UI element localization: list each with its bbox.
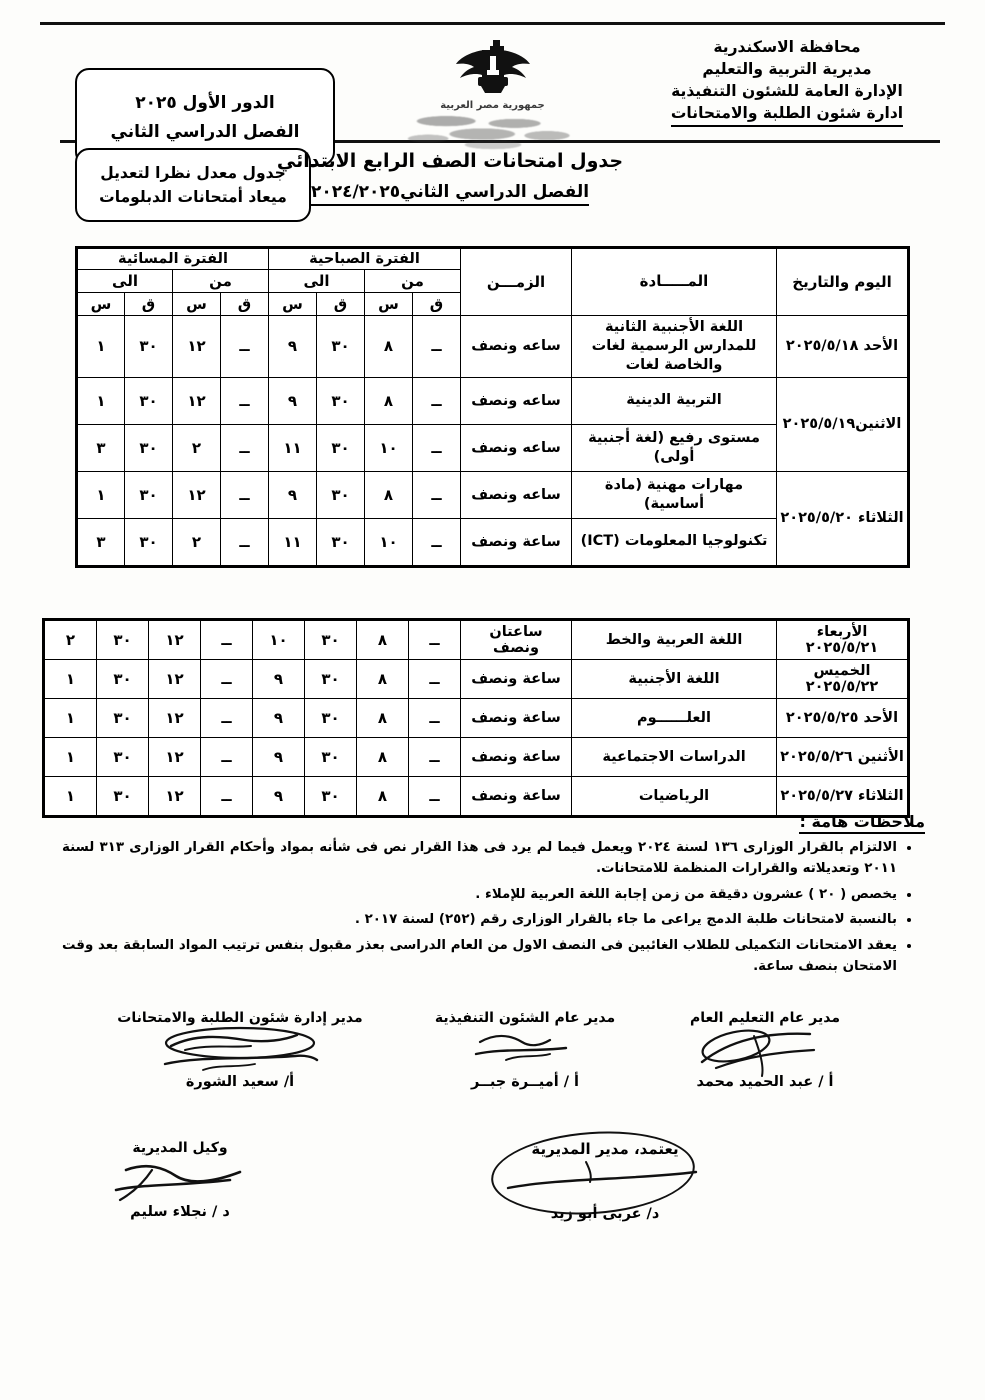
- cell-evening-from-minutes: ــ: [221, 518, 269, 566]
- emblem-caption: جمهورية مصر العربية: [440, 100, 545, 111]
- cell-morning-to-minutes: ٣٠: [317, 471, 365, 518]
- cell-morning-to-hours: ١١: [269, 518, 317, 566]
- cell-duration: ساعه ونصف: [461, 377, 572, 424]
- cell-evening-from-hours: ١٢: [173, 377, 221, 424]
- cell-morning-to-minutes: ٣٠: [317, 424, 365, 471]
- table-row: [77, 471, 909, 518]
- cell-morning-from-hours: ٨: [357, 699, 409, 738]
- signature-name: د/ عربى أبو زيد: [550, 1206, 660, 1222]
- cell-subject: اللغة الأجنبية الثانية للمدارس الرسمية لغات والخاصة لغات: [572, 316, 777, 378]
- table-row: [44, 777, 909, 817]
- cell-evening-from-hours: ١٢: [149, 738, 201, 777]
- cell-evening-from-hours: ١٢: [149, 660, 201, 699]
- note-item: • الالتزام بالقرار الوزارى ١٣٦ لسنة ٢٠٢٤ ويعمل فيما لم يرد فى هذا القرار نص فى شأنه بمواد وأحكام القرار الوزارى ٣١٣ لسنة ٢٠١١ وتعديلاته والقرارات المنظمة للامتحانات.: [62, 838, 897, 880]
- table-row: [77, 377, 909, 424]
- notes-list: [62, 838, 915, 978]
- cell-morning-to-hours: ٩: [253, 699, 305, 738]
- cell-evening-to-hours: ٣: [77, 518, 125, 566]
- term-semester-label: الفصل الدراسي الثاني: [110, 121, 300, 142]
- cell-day-date: الأحد ٢٠٢٥/٥/٢٥: [777, 699, 909, 738]
- cell-morning-to-hours: ٩: [269, 471, 317, 518]
- cell-morning-to-minutes: ٣٠: [317, 518, 365, 566]
- eagle-emblem-icon: [454, 36, 532, 98]
- authority-line-4: ادارة شئون الطلبة والامتحانات: [671, 102, 903, 127]
- cell-evening-to-hours: ١: [77, 471, 125, 518]
- table-header-row-top: [77, 248, 909, 270]
- amendment-line-2: ميعاد أمتحانات الدبلومات: [99, 188, 287, 206]
- th-duration: الزمـــن: [461, 248, 572, 316]
- table-row: [77, 316, 909, 378]
- issuing-authority: [637, 36, 937, 127]
- document-header: [0, 32, 985, 140]
- page-title-line-2: الفصل الدراسي الثاني٢٠٢٤/٢٠٢٥: [311, 182, 589, 206]
- cell-evening-from-hours: ٢: [173, 424, 221, 471]
- cell-evening-from-minutes: ــ: [221, 316, 269, 378]
- cell-morning-to-hours: ٩: [269, 377, 317, 424]
- signature-role: مدير إدارة شئون الطلبة والامتحانات: [117, 1010, 363, 1026]
- cell-evening-from-minutes: ــ: [201, 777, 253, 817]
- cell-day-date: الثلاثاء ٢٠٢٥/٥/٢٠: [777, 471, 909, 566]
- cell-evening-from-hours: ١٢: [149, 620, 201, 660]
- cell-evening-to-minutes: ٣٠: [125, 518, 173, 566]
- cell-day-date: الأحد ٢٠٢٥/٥/١٨: [777, 316, 909, 378]
- cell-duration: ساعة ونصف: [461, 699, 572, 738]
- cell-evening-to-minutes: ٣٠: [125, 316, 173, 378]
- th-unit-hours: س: [269, 293, 317, 316]
- cell-morning-to-minutes: ٣٠: [305, 620, 357, 660]
- table-row: [44, 660, 909, 699]
- th-day-date: اليوم والتاريخ: [777, 248, 909, 316]
- cell-evening-to-hours: ١: [77, 316, 125, 378]
- cell-subject: مهارات مهنية (مادة أساسية): [572, 471, 777, 518]
- signature-scribble: [95, 1026, 385, 1072]
- cell-evening-to-minutes: ٣٠: [97, 777, 149, 817]
- cell-day-date: الأربعاء ٢٠٢٥/٥/٢١: [777, 620, 909, 660]
- exam-schedule-table-secondary: [42, 618, 910, 818]
- cell-evening-to-hours: ١: [77, 377, 125, 424]
- term-round-label: الدور الأول ٢٠٢٥: [135, 92, 275, 113]
- signature-role: وكيل المديرية: [132, 1140, 228, 1156]
- cell-morning-from-minutes: ــ: [413, 316, 461, 378]
- cell-evening-from-hours: ١٢: [149, 699, 201, 738]
- th-evening-from: من: [173, 270, 269, 293]
- cell-evening-to-minutes: ٣٠: [97, 738, 149, 777]
- th-unit-minutes: ق: [125, 293, 173, 316]
- signature-role: مدير عام الشئون التنفيذية: [434, 1010, 616, 1026]
- cell-morning-from-hours: ٨: [357, 660, 409, 699]
- signature-block-exams-director: [95, 1010, 385, 1090]
- cell-morning-to-hours: ٩: [269, 316, 317, 378]
- cell-duration: ساعتان ونصف: [461, 620, 572, 660]
- cell-evening-from-minutes: ــ: [201, 660, 253, 699]
- cell-evening-from-hours: ١٢: [173, 316, 221, 378]
- cell-morning-to-minutes: ٣٠: [317, 316, 365, 378]
- cell-morning-to-minutes: ٣٠: [305, 777, 357, 817]
- note-item: • يعقد الامتحانات التكميلى للطلاب الغائبين فى النصف الاول من العام الدراسى بعذر مقبول بنفس ترتيب المواد السابقة بعد وقت الامتحان بنصف ساعة.: [62, 936, 897, 978]
- th-morning-from: من: [365, 270, 461, 293]
- cell-morning-from-minutes: ــ: [413, 471, 461, 518]
- table1-head: [77, 248, 909, 316]
- page-title: [265, 150, 635, 206]
- authority-line-3: الإدارة العامة للشئون التنفيذية: [671, 82, 903, 100]
- authority-line-1: محافظة الاسكندرية: [713, 38, 861, 56]
- exam-schedule-table-primary: [75, 246, 910, 568]
- cell-morning-from-minutes: ــ: [409, 620, 461, 660]
- cell-evening-from-minutes: ــ: [221, 471, 269, 518]
- cell-evening-from-minutes: ــ: [221, 377, 269, 424]
- note-item: • يخصص ( ٢٠ ) عشرون دقيقة من زمن إجابة اللغة العربية للإملاء .: [62, 885, 897, 906]
- signature-name: د / نجلاء سليم: [130, 1204, 230, 1220]
- signature-scribble: [410, 1026, 640, 1072]
- table-row: [44, 620, 909, 660]
- th-subject: المـــــادة: [572, 248, 777, 316]
- cell-morning-from-hours: ٨: [365, 377, 413, 424]
- cell-evening-to-minutes: ٣٠: [125, 471, 173, 518]
- top-rule: [40, 22, 945, 25]
- signature-block-executive-affairs: [410, 1010, 640, 1090]
- cell-subject: العلــــــوم: [572, 699, 777, 738]
- th-unit-minutes: ق: [221, 293, 269, 316]
- cell-morning-to-hours: ٩: [253, 660, 305, 699]
- notes-section: [62, 838, 915, 983]
- cell-subject: الرياضيات: [572, 777, 777, 817]
- cell-day-date: الاثنين٢٠٢٥/٥/١٩: [777, 377, 909, 471]
- th-evening-to: الى: [77, 270, 173, 293]
- cell-evening-from-minutes: ــ: [221, 424, 269, 471]
- cell-evening-to-hours: ٣: [77, 424, 125, 471]
- cell-evening-from-hours: ٢: [173, 518, 221, 566]
- table2-body: [44, 620, 909, 817]
- cell-morning-from-minutes: ــ: [413, 377, 461, 424]
- signature-scribble: [65, 1156, 295, 1202]
- cell-morning-to-hours: ٩: [253, 777, 305, 817]
- cell-evening-to-minutes: ٣٠: [97, 660, 149, 699]
- cell-duration: ساعه ونصف: [461, 424, 572, 471]
- cell-evening-from-minutes: ــ: [201, 699, 253, 738]
- cell-morning-to-hours: ٩: [253, 738, 305, 777]
- table-row: [44, 699, 909, 738]
- signature-scribble: [455, 1158, 755, 1204]
- cell-duration: ساعة ونصف: [461, 660, 572, 699]
- cell-morning-to-hours: ١٠: [253, 620, 305, 660]
- cell-subject: الدراسات الاجتماعية: [572, 738, 777, 777]
- amendment-line-1: جدول معدل نظرا لتعديل: [100, 164, 286, 182]
- cell-evening-to-minutes: ٣٠: [97, 699, 149, 738]
- authority-line-2: مديرية التربية والتعليم: [702, 60, 872, 78]
- cell-evening-to-hours: ٢: [44, 620, 97, 660]
- cell-evening-to-minutes: ٣٠: [97, 620, 149, 660]
- signature-block-directorate-deputy: [65, 1140, 295, 1220]
- cell-subject: التربية الدينية: [572, 377, 777, 424]
- cell-morning-to-minutes: ٣٠: [317, 377, 365, 424]
- cell-morning-from-hours: ٨: [357, 620, 409, 660]
- table1-body: [77, 316, 909, 567]
- cell-evening-to-hours: ١: [44, 738, 97, 777]
- cell-morning-from-hours: ٨: [357, 738, 409, 777]
- signature-name: أ/ سعيد الشورة: [185, 1074, 295, 1090]
- cell-day-date: الثلاثاء ٢٠٢٥/٥/٢٧: [777, 777, 909, 817]
- cell-morning-from-hours: ١٠: [365, 518, 413, 566]
- cell-subject: تكنولوجيا المعلومات (ICT): [572, 518, 777, 566]
- cell-evening-from-minutes: ــ: [201, 620, 253, 660]
- cell-morning-from-minutes: ــ: [413, 424, 461, 471]
- cell-subject: اللغة الأجنبية: [572, 660, 777, 699]
- cell-morning-to-minutes: ٣٠: [305, 699, 357, 738]
- th-unit-minutes: ق: [317, 293, 365, 316]
- note-item: • بالنسبة لامتحانات طلبة الدمج يراعى ما جاء بالقرار الوزارى رقم (٢٥٢) لسنة ٢٠١٧ .: [62, 910, 897, 931]
- table-row: [44, 738, 909, 777]
- cell-morning-from-minutes: ــ: [413, 518, 461, 566]
- cell-morning-from-minutes: ــ: [409, 699, 461, 738]
- cell-duration: ساعة ونصف: [461, 777, 572, 817]
- signature-role: مدير عام التعليم العام: [690, 1010, 840, 1026]
- cell-morning-from-minutes: ــ: [409, 777, 461, 817]
- cell-morning-from-minutes: ــ: [409, 738, 461, 777]
- cell-evening-to-minutes: ٣٠: [125, 377, 173, 424]
- cell-duration: ساعة ونصف: [461, 738, 572, 777]
- cell-duration: ساعه ونصف: [461, 471, 572, 518]
- signature-scribble: [650, 1026, 880, 1072]
- cell-morning-from-hours: ٨: [357, 777, 409, 817]
- cell-morning-to-minutes: ٣٠: [305, 738, 357, 777]
- th-evening-period: الفترة المسائية: [77, 248, 269, 270]
- cell-evening-to-hours: ١: [44, 699, 97, 738]
- signature-role: يعتمد، مدير المديرية: [531, 1140, 679, 1158]
- th-morning-to: الى: [269, 270, 365, 293]
- cell-duration: ساعة ونصف: [461, 518, 572, 566]
- cell-morning-to-hours: ١١: [269, 424, 317, 471]
- cell-subject: اللغة العربية والخط: [572, 620, 777, 660]
- cell-morning-from-hours: ٨: [365, 471, 413, 518]
- national-emblem: [393, 36, 593, 150]
- cell-evening-to-hours: ١: [44, 660, 97, 699]
- cell-subject: مستوى رفيع (لغة أجنبية أولى): [572, 424, 777, 471]
- cell-evening-from-hours: ١٢: [149, 777, 201, 817]
- cell-duration: ساعه ونصف: [461, 316, 572, 378]
- th-unit-minutes: ق: [413, 293, 461, 316]
- cell-morning-from-hours: ٨: [365, 316, 413, 378]
- cell-evening-to-hours: ١: [44, 777, 97, 817]
- cell-morning-from-hours: ١٠: [365, 424, 413, 471]
- stamp-smudge: [403, 112, 583, 150]
- signature-block-directorate-head: [455, 1140, 755, 1222]
- cell-evening-from-minutes: ــ: [201, 738, 253, 777]
- cell-day-date: الأثنين ٢٠٢٥/٥/٢٦: [777, 738, 909, 777]
- signature-name: أ / عبد الحميد محمد: [696, 1074, 834, 1090]
- th-unit-hours: س: [77, 293, 125, 316]
- cell-morning-from-minutes: ــ: [409, 660, 461, 699]
- th-morning-period: الفترة الصباحية: [269, 248, 461, 270]
- cell-evening-from-hours: ١٢: [173, 471, 221, 518]
- notes-heading: ملاحظات هامة :: [799, 812, 925, 834]
- page-title-line-1: جدول امتحانات الصف الرابع الابتدائي: [276, 150, 624, 172]
- signature-name: أ / أميــرة جبــر: [470, 1074, 580, 1090]
- cell-evening-to-minutes: ٣٠: [125, 424, 173, 471]
- cell-morning-to-minutes: ٣٠: [305, 660, 357, 699]
- th-unit-hours: س: [365, 293, 413, 316]
- th-unit-hours: س: [173, 293, 221, 316]
- cell-day-date: الخميس ٢٠٢٥/٥/٢٢: [777, 660, 909, 699]
- signature-block-general-education: [650, 1010, 880, 1090]
